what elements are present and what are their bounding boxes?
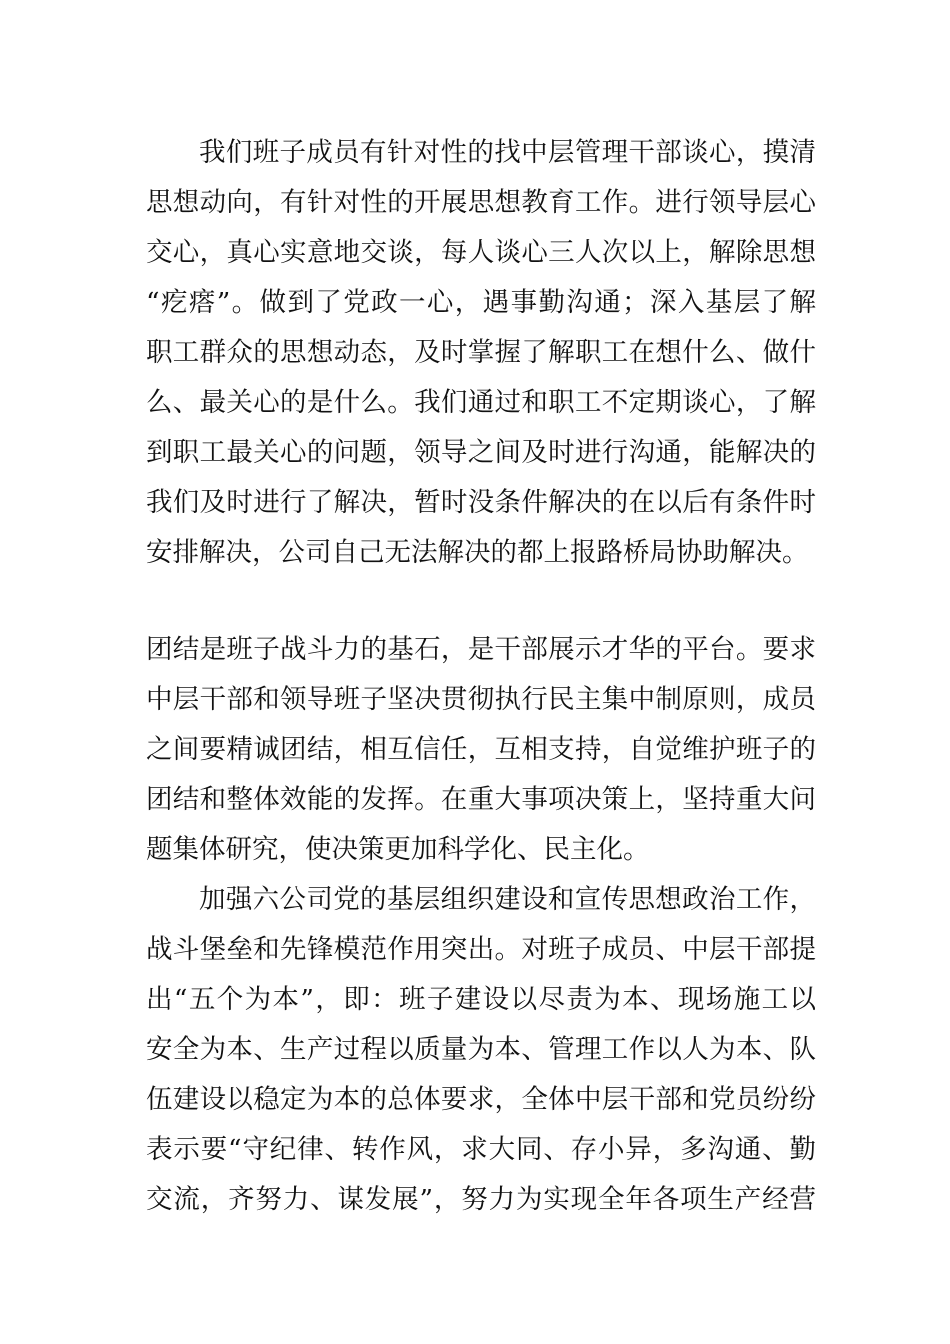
paragraph-2-line-4: 团结和整体效能的发挥。在重大事项决策上，坚持重大问 — [146, 784, 816, 815]
paragraph-3-line-4: 安全为本、生产过程以质量为本、管理工作以人为本、队 — [146, 1034, 816, 1065]
paragraph-2-line-3: 之间要精诚团结，相互信任，互相支持，自觉维护班子的 — [146, 734, 816, 765]
paragraph-1-line-2: 思想动向，有针对性的开展思想教育工作。进行领导层心 — [146, 187, 816, 218]
paragraph-1-line-8: 我们及时进行了解决，暂时没条件解决的在以后有条件时 — [146, 487, 816, 518]
paragraph-1-line-5: 职工群众的思想动态，及时掌握了解职工在想什么、做什 — [146, 337, 816, 368]
paragraph-1-line-3: 交心，真心实意地交谈，每人谈心三人次以上，解除思想 — [146, 237, 816, 268]
paragraph-3-line-7: 交流，齐努力、谋发展”，努力为实现全年各项生产经营 — [146, 1184, 816, 1215]
paragraph-1-line-6: 么、最关心的是什么。我们通过和职工不定期谈心，了解 — [146, 387, 816, 418]
paragraph-1-line-9: 安排解决，公司自己无法解决的都上报路桥局协助解决。 — [146, 537, 809, 568]
paragraph-1-line-4: “疙瘩”。做到了党政一心，遇事勤沟通；深入基层了解 — [146, 287, 816, 318]
paragraph-2-line-2: 中层干部和领导班子坚决贯彻执行民主集中制原则，成员 — [146, 684, 816, 715]
paragraph-3-line-1: 加强六公司党的基层组织建设和宣传思想政治工作， — [199, 884, 816, 915]
paragraph-2-line-1: 团结是班子战斗力的基石，是干部展示才华的平台。要求 — [146, 634, 816, 665]
paragraph-1-line-7: 到职工最关心的问题，领导之间及时进行沟通，能解决的 — [146, 437, 816, 468]
paragraph-3-line-5: 伍建设以稳定为本的总体要求，全体中层干部和党员纷纷 — [146, 1084, 816, 1115]
paragraph-2-line-5: 题集体研究，使决策更加科学化、民主化。 — [146, 834, 650, 865]
paragraph-3-line-2: 战斗堡垒和先锋模范作用突出。对班子成员、中层干部提 — [146, 934, 816, 965]
paragraph-1-line-1: 我们班子成员有针对性的找中层管理干部谈心，摸清 — [199, 137, 816, 168]
paragraph-3-line-3: 出“五个为本”，即：班子建设以尽责为本、现场施工以 — [146, 984, 816, 1015]
paragraph-3-line-6: 表示要“守纪律、转作风，求大同、存小异，多沟通、勤 — [146, 1134, 816, 1165]
